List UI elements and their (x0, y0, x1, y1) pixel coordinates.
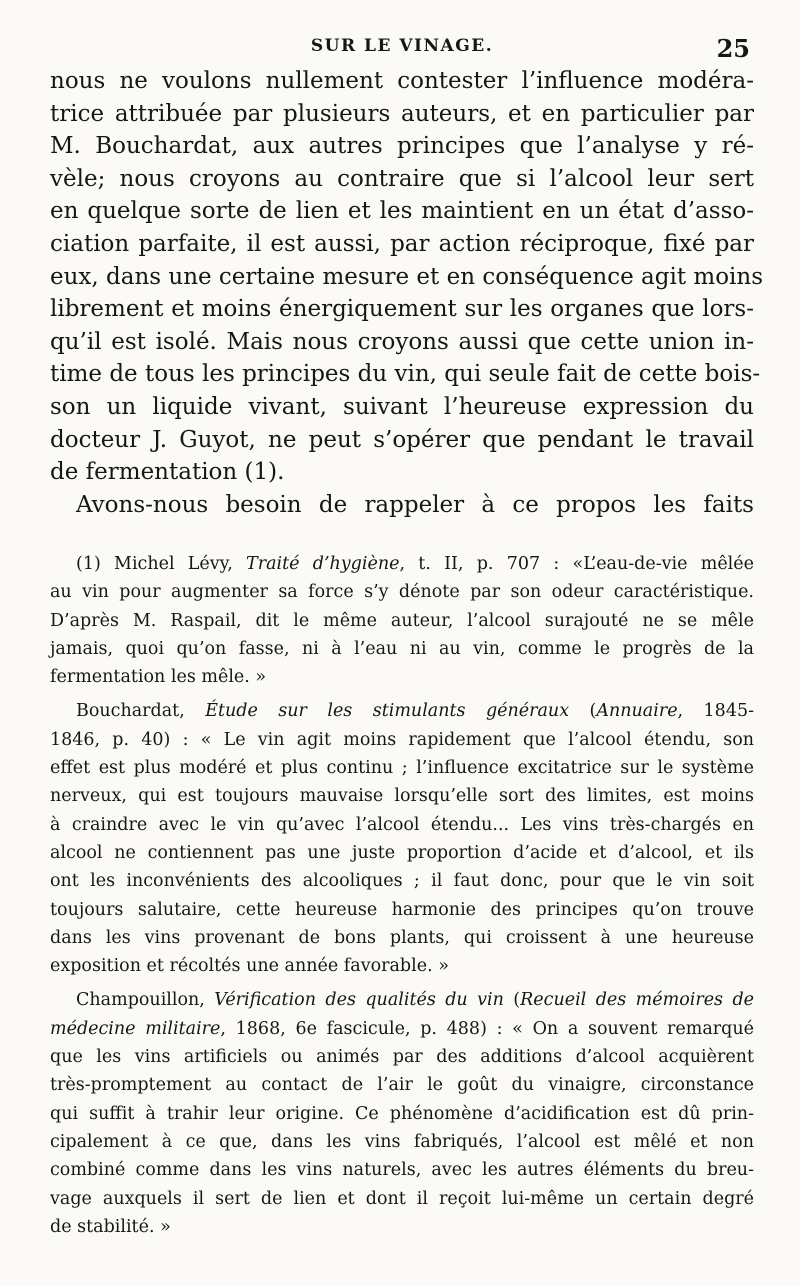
text-line: M. Bouchardat, aux autres principes que l’analyse y ré- (50, 133, 754, 160)
footnote-line: exposition et récoltés une année favorable. » (50, 956, 449, 977)
footnote-line: D’après M. Raspail, dit le même auteur, l’alcool surajouté ne se mêle (50, 610, 754, 631)
footnote-line: cipalement à ce que, dans les vins fabriqués, l’alcool est mêlé et non (50, 1131, 754, 1152)
footnote-line: ont les inconvénients des alcooliques ; il faut donc, pour que le vin soit (50, 871, 754, 892)
footnote-line (50, 986, 754, 1014)
text-line: time de tous les principes du vin, qui seule fait de cette bois- (50, 361, 761, 388)
footnote-line: toujours salutaire, cette heureuse harmonie des principes qu’on trouve (50, 899, 754, 920)
page-header (52, 34, 752, 62)
footnote-levy (50, 550, 754, 691)
footnote-line: de stabilité. » (50, 1216, 171, 1237)
text-line: de fermentation (1). (50, 459, 285, 486)
text-line: vèle; nous croyons au contraire que si l’alcool leur sert (50, 165, 754, 192)
footnote-text: , 1845- (677, 701, 754, 722)
footnote-line (50, 697, 754, 725)
footnote-line: jamais, quoi qu’on fasse, ni à l’eau ni au vin, comme le progrès de la (50, 638, 754, 659)
text-line: eux, dans une certaine mesure et en conséquence agit moins (50, 263, 764, 290)
footnote-text: , t. II, p. 707 : «L’eau-de-vie mêlée (399, 554, 754, 574)
footnote-line: combiné comme dans les vins naturels, avec les autres éléments du breu- (50, 1160, 754, 1181)
footnote-line: nerveux, qui est toujours mauvaise lorsqu’elle sort des limites, est moins (50, 786, 754, 807)
footnote-line (50, 550, 754, 578)
footnote-line: dans les vins provenant de bons plants, qui croissent à une heureuse (50, 927, 754, 948)
running-title: SUR LE VINAGE. (310, 36, 494, 56)
text-line: son un liquide vivant, suivant l’heureuse expression du (50, 393, 754, 420)
footnote-text: Champouillon, (76, 990, 215, 1011)
text-line: nous ne voulons nullement contester l’influence modéra- (50, 68, 754, 94)
book-title: Traité d’hygiène (246, 554, 400, 574)
main-text (50, 65, 764, 521)
footnote-champouillon (50, 986, 754, 1241)
footnote-bouchardat (50, 697, 754, 980)
text-line: qu’il est isolé. Mais nous croyons aussi que cette union in- (50, 328, 754, 355)
footnote-line: 1846, p. 40) : « Le vin agit moins rapidement que l’alcool étendu, son (50, 729, 754, 750)
text-line: trice attribuée par plusieurs auteurs, et en particulier par (50, 100, 754, 127)
book-title: Étude sur les stimulants généraux (205, 701, 570, 722)
book-title: Vérification des qualités du vin (214, 990, 504, 1011)
footnote-line: au vin pour augmenter sa force s’y dénote par son odeur caractéristique. (50, 582, 754, 603)
book-title: Recueil des mémoires de (520, 990, 755, 1011)
text-line: docteur J. Guyot, ne peut s’opérer que pendant le travail (50, 426, 754, 453)
footnote-line: que les vins artificiels ou animés par des additions d’alcool acquièrent (50, 1047, 754, 1068)
footnote-line: qui suffit à trahir leur origine. Ce phénomène d’acidification est dû prin- (50, 1103, 754, 1124)
book-title: médecine militaire (50, 1018, 221, 1039)
page-number: 25 (716, 34, 750, 63)
footnotes (50, 550, 754, 1241)
footnote-text: ( (503, 990, 521, 1011)
footnote-text: , 1868, 6e fascicule, p. 488) : « On a souvent remarqué (220, 1018, 754, 1039)
text-line: en quelque sorte de lien et les maintient en un état d’asso- (50, 198, 754, 225)
footnote-line: à craindre avec le vin qu’avec l’alcool étendu... Les vins très-chargés en (50, 814, 754, 835)
footnote-text: ( (569, 701, 597, 722)
text-line: ciation parfaite, il est aussi, par action réciproque, fixé par (50, 230, 754, 257)
text-line: Avons-nous besoin de rappeler à ce propos les faits (76, 491, 754, 518)
footnote-text: Bouchardat, (76, 701, 206, 722)
footnote-text: (1) Michel Lévy, (76, 554, 247, 574)
footnote-line: alcool ne contiennent pas une juste proportion d’acide et d’alcool, et ils (50, 842, 754, 863)
footnote-line: fermentation les mêle. » (50, 667, 267, 688)
book-title: Annuaire (596, 701, 678, 722)
footnote-line: vage auxquels il sert de lien et dont il reçoit lui-même un certain degré (50, 1188, 754, 1209)
footnote-line: très-promptement au contact de l’air le goût du vinaigre, circonstance (50, 1075, 754, 1096)
footnote-line (50, 1015, 754, 1043)
text-line: librement et moins énergiquement sur les organes que lors- (50, 296, 754, 323)
footnote-line: effet est plus modéré et plus continu ; l’influence excitatrice sur le système (50, 758, 754, 779)
